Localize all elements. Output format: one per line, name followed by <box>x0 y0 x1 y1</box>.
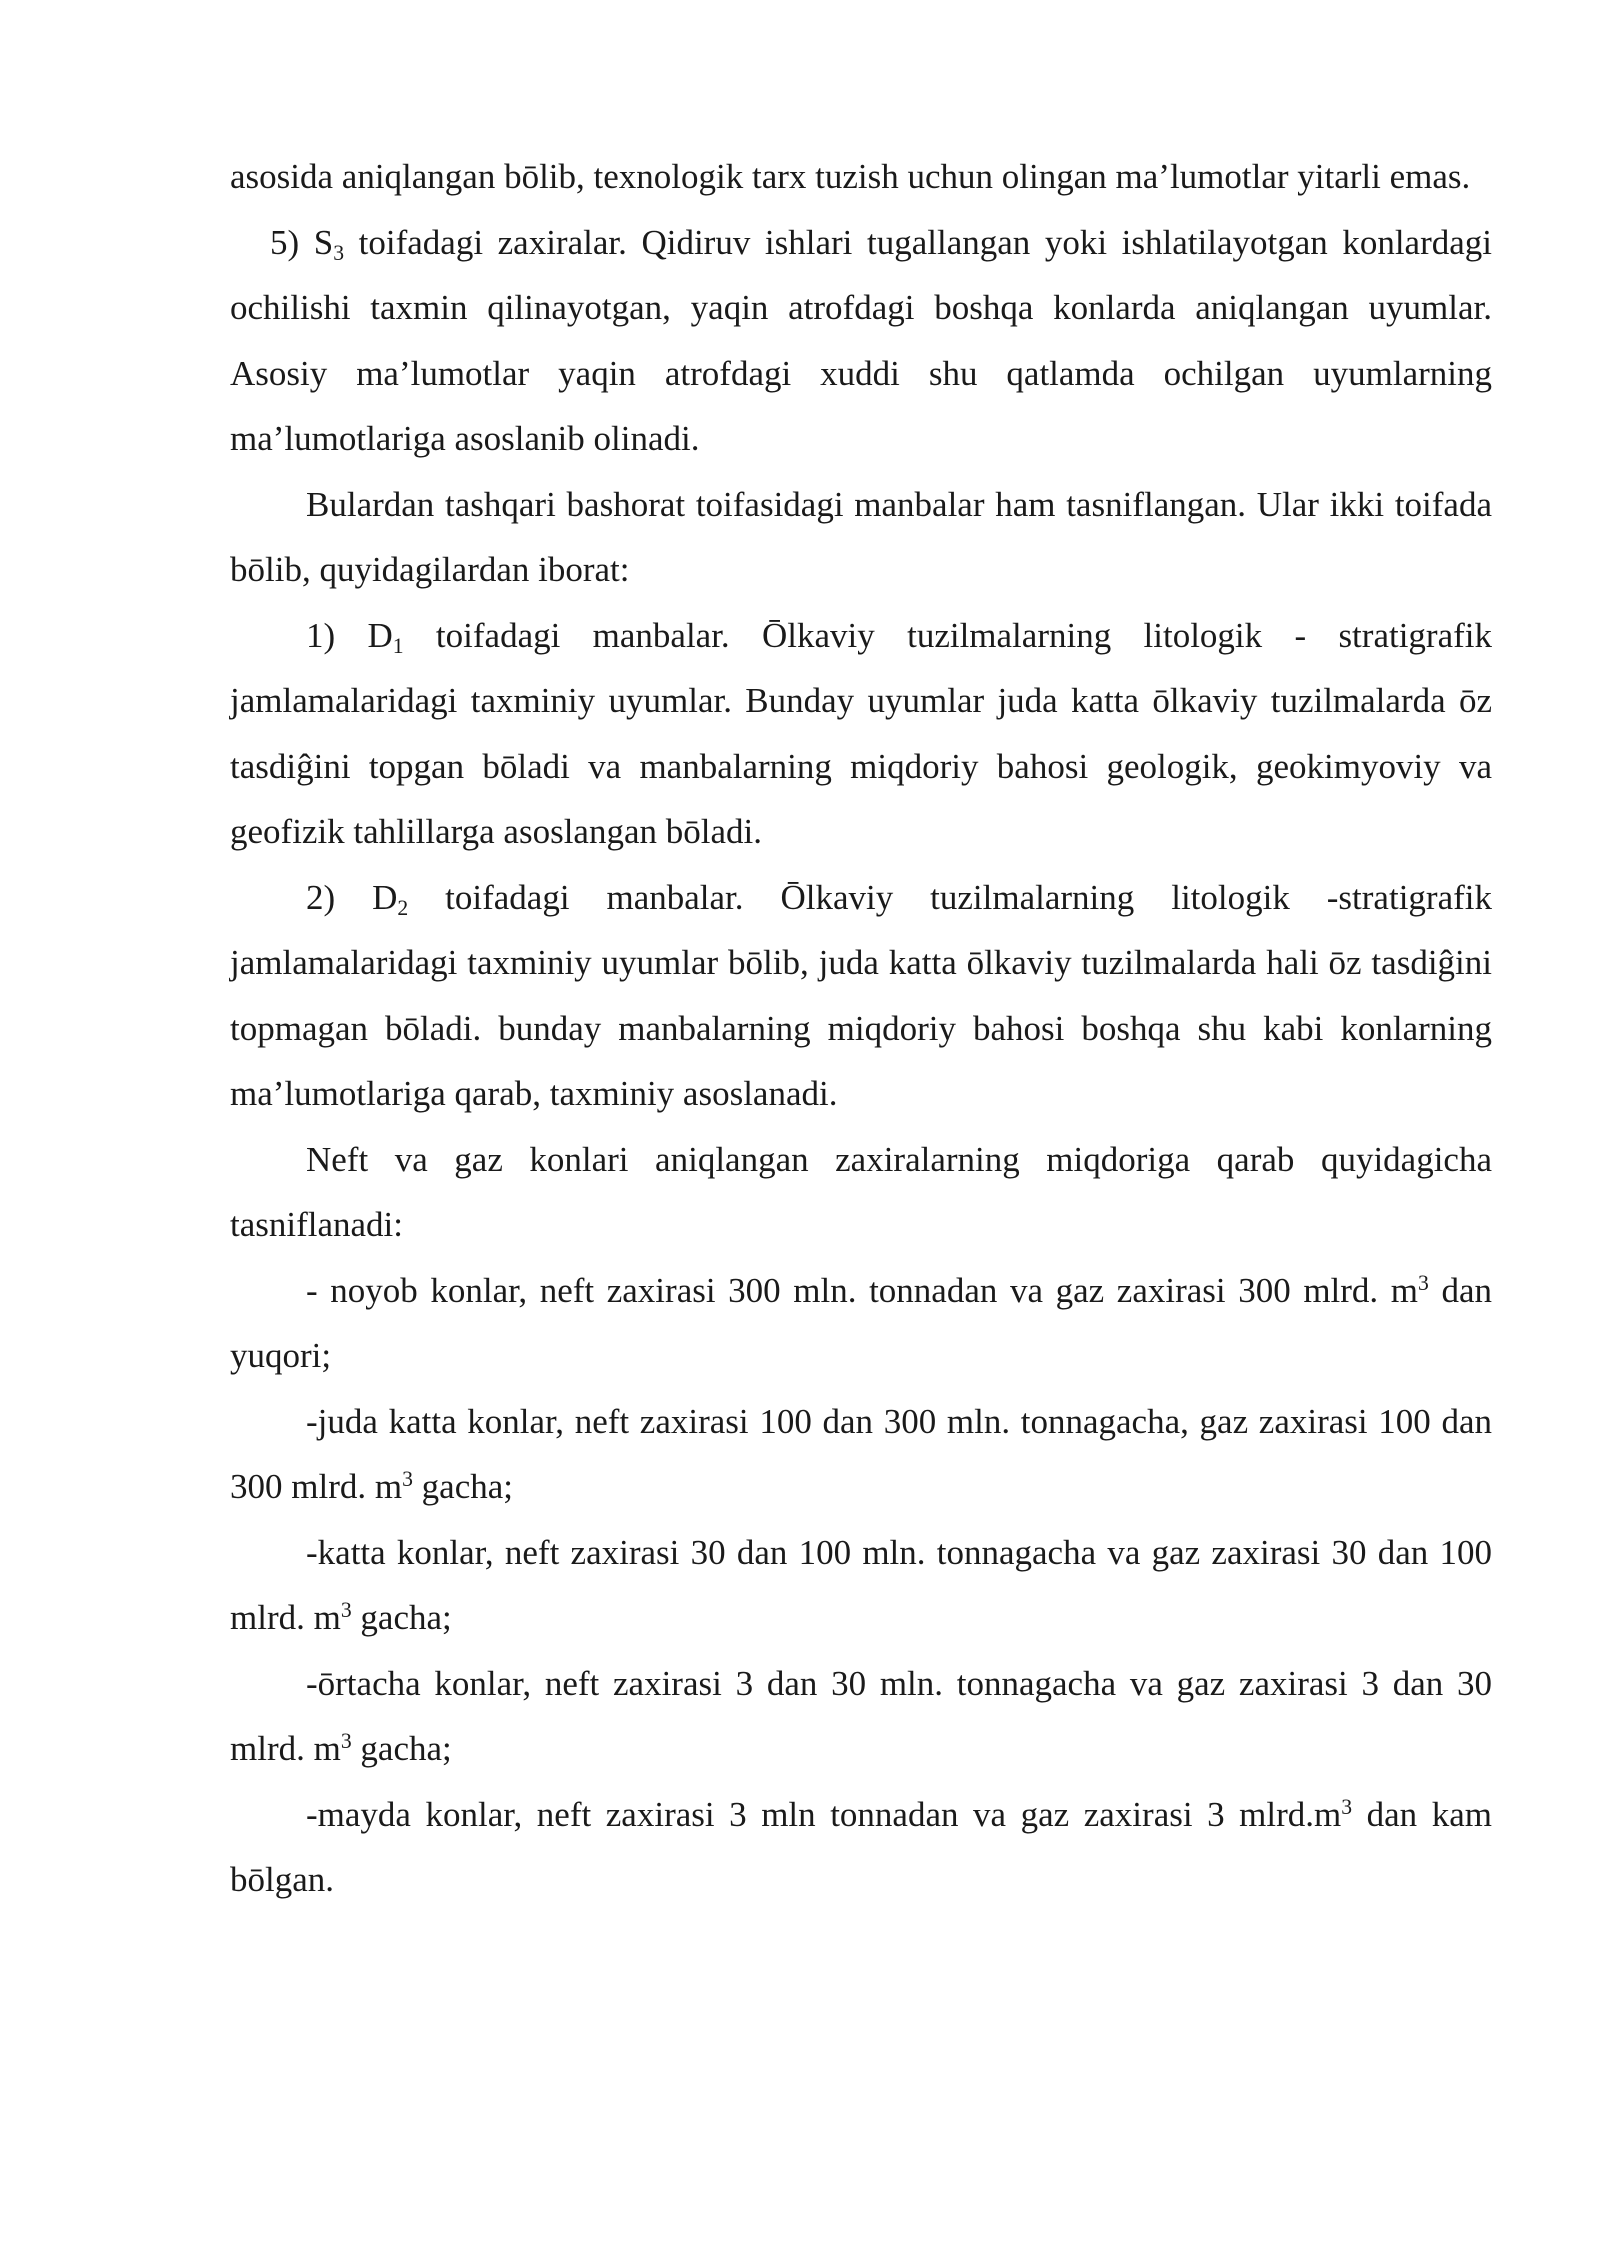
list-item-text: -katta konlar, neft zaxirasi 30 dan 100 mln. tonnagacha va gaz zaxirasi 30 dan 100 mlrd. m <box>230 1532 1492 1637</box>
paragraph-continuation: asosida aniqlangan bōlib, texnologik tarx tuzish uchun olingan ma’lumotlar yitarli emas. <box>230 157 1471 196</box>
list-item-text: gacha; <box>351 1729 452 1768</box>
list-item-large-fields <box>230 1520 1492 1651</box>
item-number: 1) D <box>306 615 393 655</box>
list-item-text: gacha; <box>351 1598 452 1637</box>
item-number: 5) S <box>270 222 334 262</box>
paragraph-s3-category <box>230 210 1492 472</box>
paragraph-forecast-intro: Bulardan tashqari bashorat toifasidagi manbalar ham tasniflangan. Ular ikki toifada bōlib, quyidagilardan iborat: <box>230 484 1492 589</box>
list-item-text: dan kam bōlgan. <box>230 1794 1492 1899</box>
paragraph-text: toifadagi manbalar. Ōlkaviy tuzilmalarning litologik - stratigrafik jamlamalaridagi taxminiy uyumlar. Bunday uyumlar juda katta ōlkaviy tuzilmalarda ōz tasdiĝini topgan bōladi va manbalarning miqdoriy bahosi geologik, geokimyoviy va geofizik tahlillarga asoslangan bōladi. <box>230 615 1492 851</box>
superscript: 3 <box>340 1729 352 1754</box>
list-item-text: -juda katta konlar, neft zaxirasi 100 dan 300 mln. tonnagacha, gaz zaxirasi 100 dan 300 mlrd. m <box>230 1401 1492 1506</box>
paragraph-d2-category <box>230 865 1492 1127</box>
subscript: 1 <box>392 634 404 659</box>
list-item-text: -ōrtacha konlar, neft zaxirasi 3 dan 30 mln. tonnagacha va gaz zaxirasi 3 dan 30 mlrd. m <box>230 1663 1492 1768</box>
list-item-unique-fields <box>230 1258 1492 1389</box>
paragraph-text: toifadagi manbalar. Ōlkaviy tuzilmalarning litologik -stratigrafik jamlamalaridagi taxminiy uyumlar bōlib, juda katta ōlkaviy tuzilmalarda hali ōz tasdiĝini topmagan bōladi. bunday manbalarning miqdoriy bahosi boshqa shu kabi konlarning ma’lumotlariga qarab, taxminiy asoslanadi. <box>230 877 1492 1113</box>
subscript: 3 <box>333 241 345 266</box>
paragraph-d1-category <box>230 603 1492 865</box>
list-item-text: gacha; <box>412 1467 513 1506</box>
list-item-small-fields <box>230 1782 1492 1913</box>
list-item-medium-fields <box>230 1651 1492 1782</box>
list-item-very-large-fields <box>230 1389 1492 1520</box>
item-number: 2) D <box>306 877 398 917</box>
paragraph-classification-intro: Neft va gaz konlari aniqlangan zaxiralarning miqdoriga qarab quyidagicha tasniflanadi: <box>230 1139 1492 1244</box>
list-item-text: -mayda konlar, neft zaxirasi 3 mln tonnadan va gaz zaxirasi 3 mlrd.m <box>306 1794 1342 1834</box>
superscript: 3 <box>402 1467 413 1492</box>
document-page <box>230 144 1492 1913</box>
superscript: 3 <box>340 1598 352 1623</box>
list-item-text: - noyob konlar, neft zaxirasi 300 mln. tonnadan va gaz zaxirasi 300 mlrd. m <box>306 1270 1418 1310</box>
subscript: 2 <box>397 896 409 921</box>
superscript: 3 <box>1418 1270 1429 1295</box>
paragraph-text: toifadagi zaxiralar. Qidiruv ishlari tugallangan yoki ishlatilayotgan konlardagi ochilishi taxmin qilinayotgan, yaqin atrofdagi boshqa konlarda aniqlangan uyumlar. Asosiy ma’lumotlar yaqin atrofdagi xuddi shu qatlamda ochilgan uyumlarning ma’lumotlariga asoslanib olinadi. <box>230 222 1493 458</box>
list-item-text: dan yuqori; <box>230 1270 1492 1375</box>
superscript: 3 <box>1341 1794 1353 1819</box>
